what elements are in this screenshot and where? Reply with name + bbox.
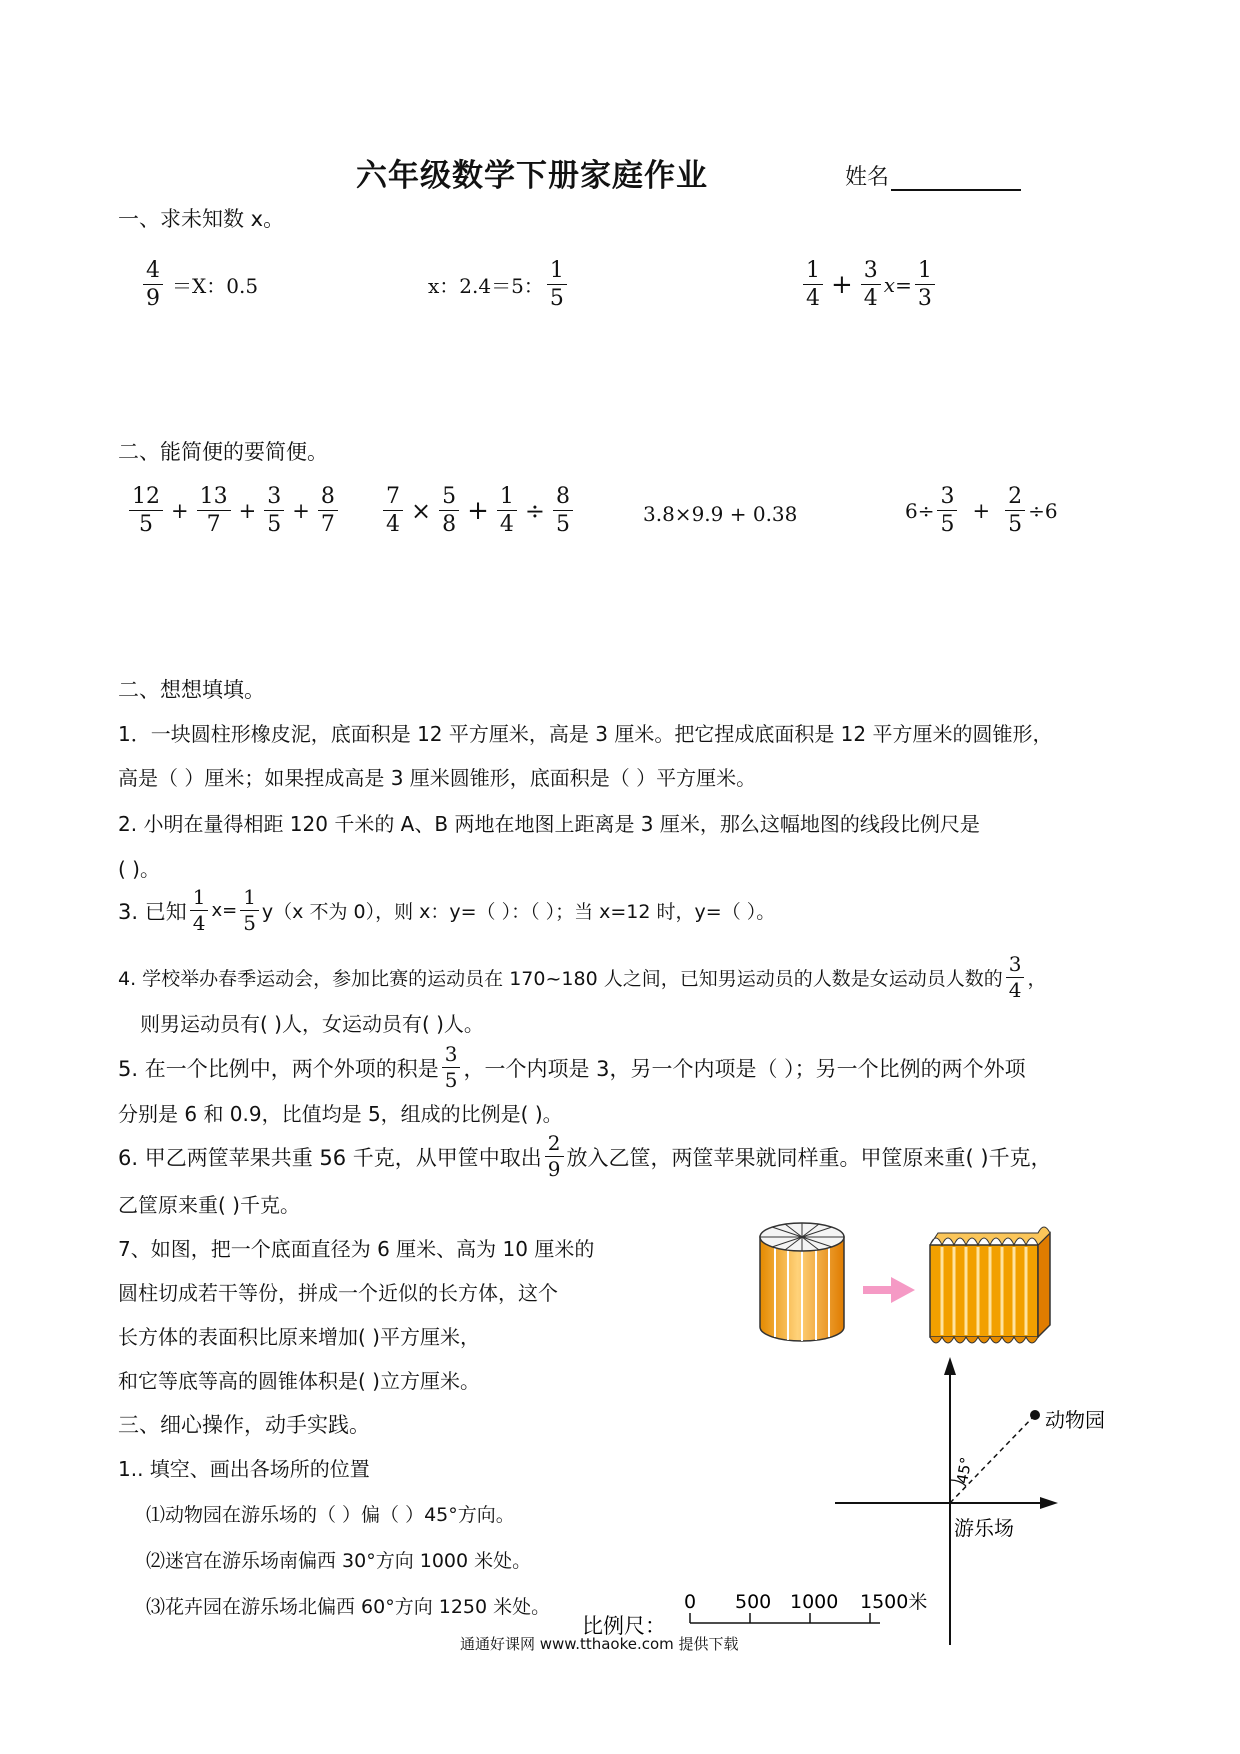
scale-tick-0: 0 <box>684 1591 697 1613</box>
direction-diagram <box>580 1355 1105 1655</box>
east-arrow-icon <box>1040 1497 1058 1509</box>
question-1-line-1: 1．一块圆柱形橡皮泥，底面积是 12 平方厘米，高是 3 厘米。把它捏成底面积是 12 平方厘米的圆锥形， <box>118 722 1053 746</box>
expression-4: 6÷ $\frac{3}{5}$ + $\frac{2}{5}$ ÷6 <box>905 484 1058 538</box>
question-1-line-2: 高是（ ）厘米；如果捏成高是 3 厘米圆锥形，底面积是（ ）平方厘米。 <box>118 766 757 790</box>
question-6-line-1: 6. 甲乙两筐苹果共重 56 千克，从甲筐中取出 $\frac{2}{9}$ 放入乙筐，两筐苹果就同样重。甲筐原来重( )千克， <box>118 1131 1052 1181</box>
question-7-line-4: 和它等底等高的圆锥体积是( )立方厘米。 <box>118 1369 480 1393</box>
question-3: 3. 已知 $\frac{1}{4}$ x= $\frac{1}{5}$ y（x 不为 0），则 x：y=（ ）：（ ）；当 x=12 时，y=（ ）。 <box>118 885 776 935</box>
transform-arrow-icon <box>863 1277 915 1303</box>
footer-watermark: 通通好课网 www.tthaoke.com 提供下载 <box>460 1635 739 1653</box>
practice-item-2: ⑵迷宫在游乐场南偏西 30°方向 1000 米处。 <box>146 1550 532 1572</box>
equation-3: $\frac{1}{4}$ + $\frac{3}{4}$ x= $\frac{1}{3}$ <box>800 258 938 312</box>
zoo-label: 动物园 <box>1045 1408 1105 1432</box>
name-field <box>845 160 1021 191</box>
expression-3: 3.8×9.9 + 0.38 <box>643 502 798 526</box>
section4-title: 三、细心操作，动手实践。 <box>118 1413 370 1437</box>
section2-title: 二、能简便的要简便。 <box>118 440 328 464</box>
question-5-line-1: 5. 在一个比例中，两个外项的积是 $\frac{3}{5}$ ，一个内项是 3，另一个内项是（ ）；另一个比例的两个外项 <box>118 1042 1026 1092</box>
page-title: 六年级数学下册家庭作业 <box>356 158 708 194</box>
section3-title: 二、想想填填。 <box>118 678 265 702</box>
question-7-line-3: 长方体的表面积比原来增加( )平方厘米， <box>118 1325 480 1349</box>
question-4-line-2: 则男运动员有( )人，女运动员有( )人。 <box>140 1012 484 1036</box>
cylinder-shape <box>760 1223 844 1341</box>
equation-2: x：2.4＝5： $\frac{1}{5}$ <box>428 258 570 312</box>
cuboid-shape <box>930 1227 1050 1343</box>
question-7-line-2: 圆柱切成若干等份，拼成一个近似的长方体，这个 <box>118 1281 558 1305</box>
question-2-line-2: ( )。 <box>118 857 160 881</box>
practice-question-1: 1.. 填空、画出各场所的位置 <box>118 1457 370 1481</box>
scale-tick-1000: 1000 <box>790 1591 839 1613</box>
scale-tick-500: 500 <box>735 1591 772 1613</box>
zoo-point[interactable] <box>1030 1410 1040 1420</box>
name-blank[interactable] <box>891 167 1021 191</box>
question-6-line-2: 乙筐原来重( )千克。 <box>118 1193 300 1217</box>
practice-item-3: ⑶花卉园在游乐场北偏西 60°方向 1250 米处。 <box>146 1596 551 1618</box>
north-arrow-icon <box>944 1357 956 1375</box>
equation-1: $\frac{4}{9}$ ＝X：0.5 <box>140 258 258 312</box>
question-4-line-1: 4. 学校举办春季运动会，参加比赛的运动员在 170~180 人之间，已知男运动员的人数是女运动员人数的 $\frac{3}{4}$ ， <box>118 952 1047 1002</box>
scale-tick-1500: 1500米 <box>860 1591 928 1613</box>
name-label: 姓名 <box>845 165 890 190</box>
cylinder-to-cuboid-figure <box>755 1215 1065 1355</box>
scale-label: 比例尺： <box>582 1614 666 1638</box>
question-7-line-1: 7、如图，把一个底面直径为 6 厘米、高为 10 厘米的 <box>118 1237 595 1261</box>
question-2-line-1: 2. 小明在量得相距 120 千米的 A、B 两地在地图上距离是 3 厘米，那么这幅地图的线段比例尺是 <box>118 812 980 836</box>
question-5-line-2: 分别是 6 和 0.9，比值均是 5，组成的比例是( )。 <box>118 1102 563 1126</box>
amusement-park-label: 游乐场 <box>954 1516 1014 1540</box>
expression-2: $\frac{7}{4}$ × $\frac{5}{8}$ + $\frac{1}{4}$ ÷ $\frac{8}{5}$ <box>380 484 576 538</box>
angle-label: 45° <box>953 1455 976 1485</box>
expression-1: $\frac{12}{5}$ + $\frac{13}{7}$ + $\frac{3}{5}$ + $\frac{8}{7}$ <box>126 484 341 538</box>
practice-item-1: ⑴动物园在游乐场的（ ）偏（ ）45°方向。 <box>146 1504 515 1526</box>
section1-title: 一、求未知数 x。 <box>118 207 285 231</box>
